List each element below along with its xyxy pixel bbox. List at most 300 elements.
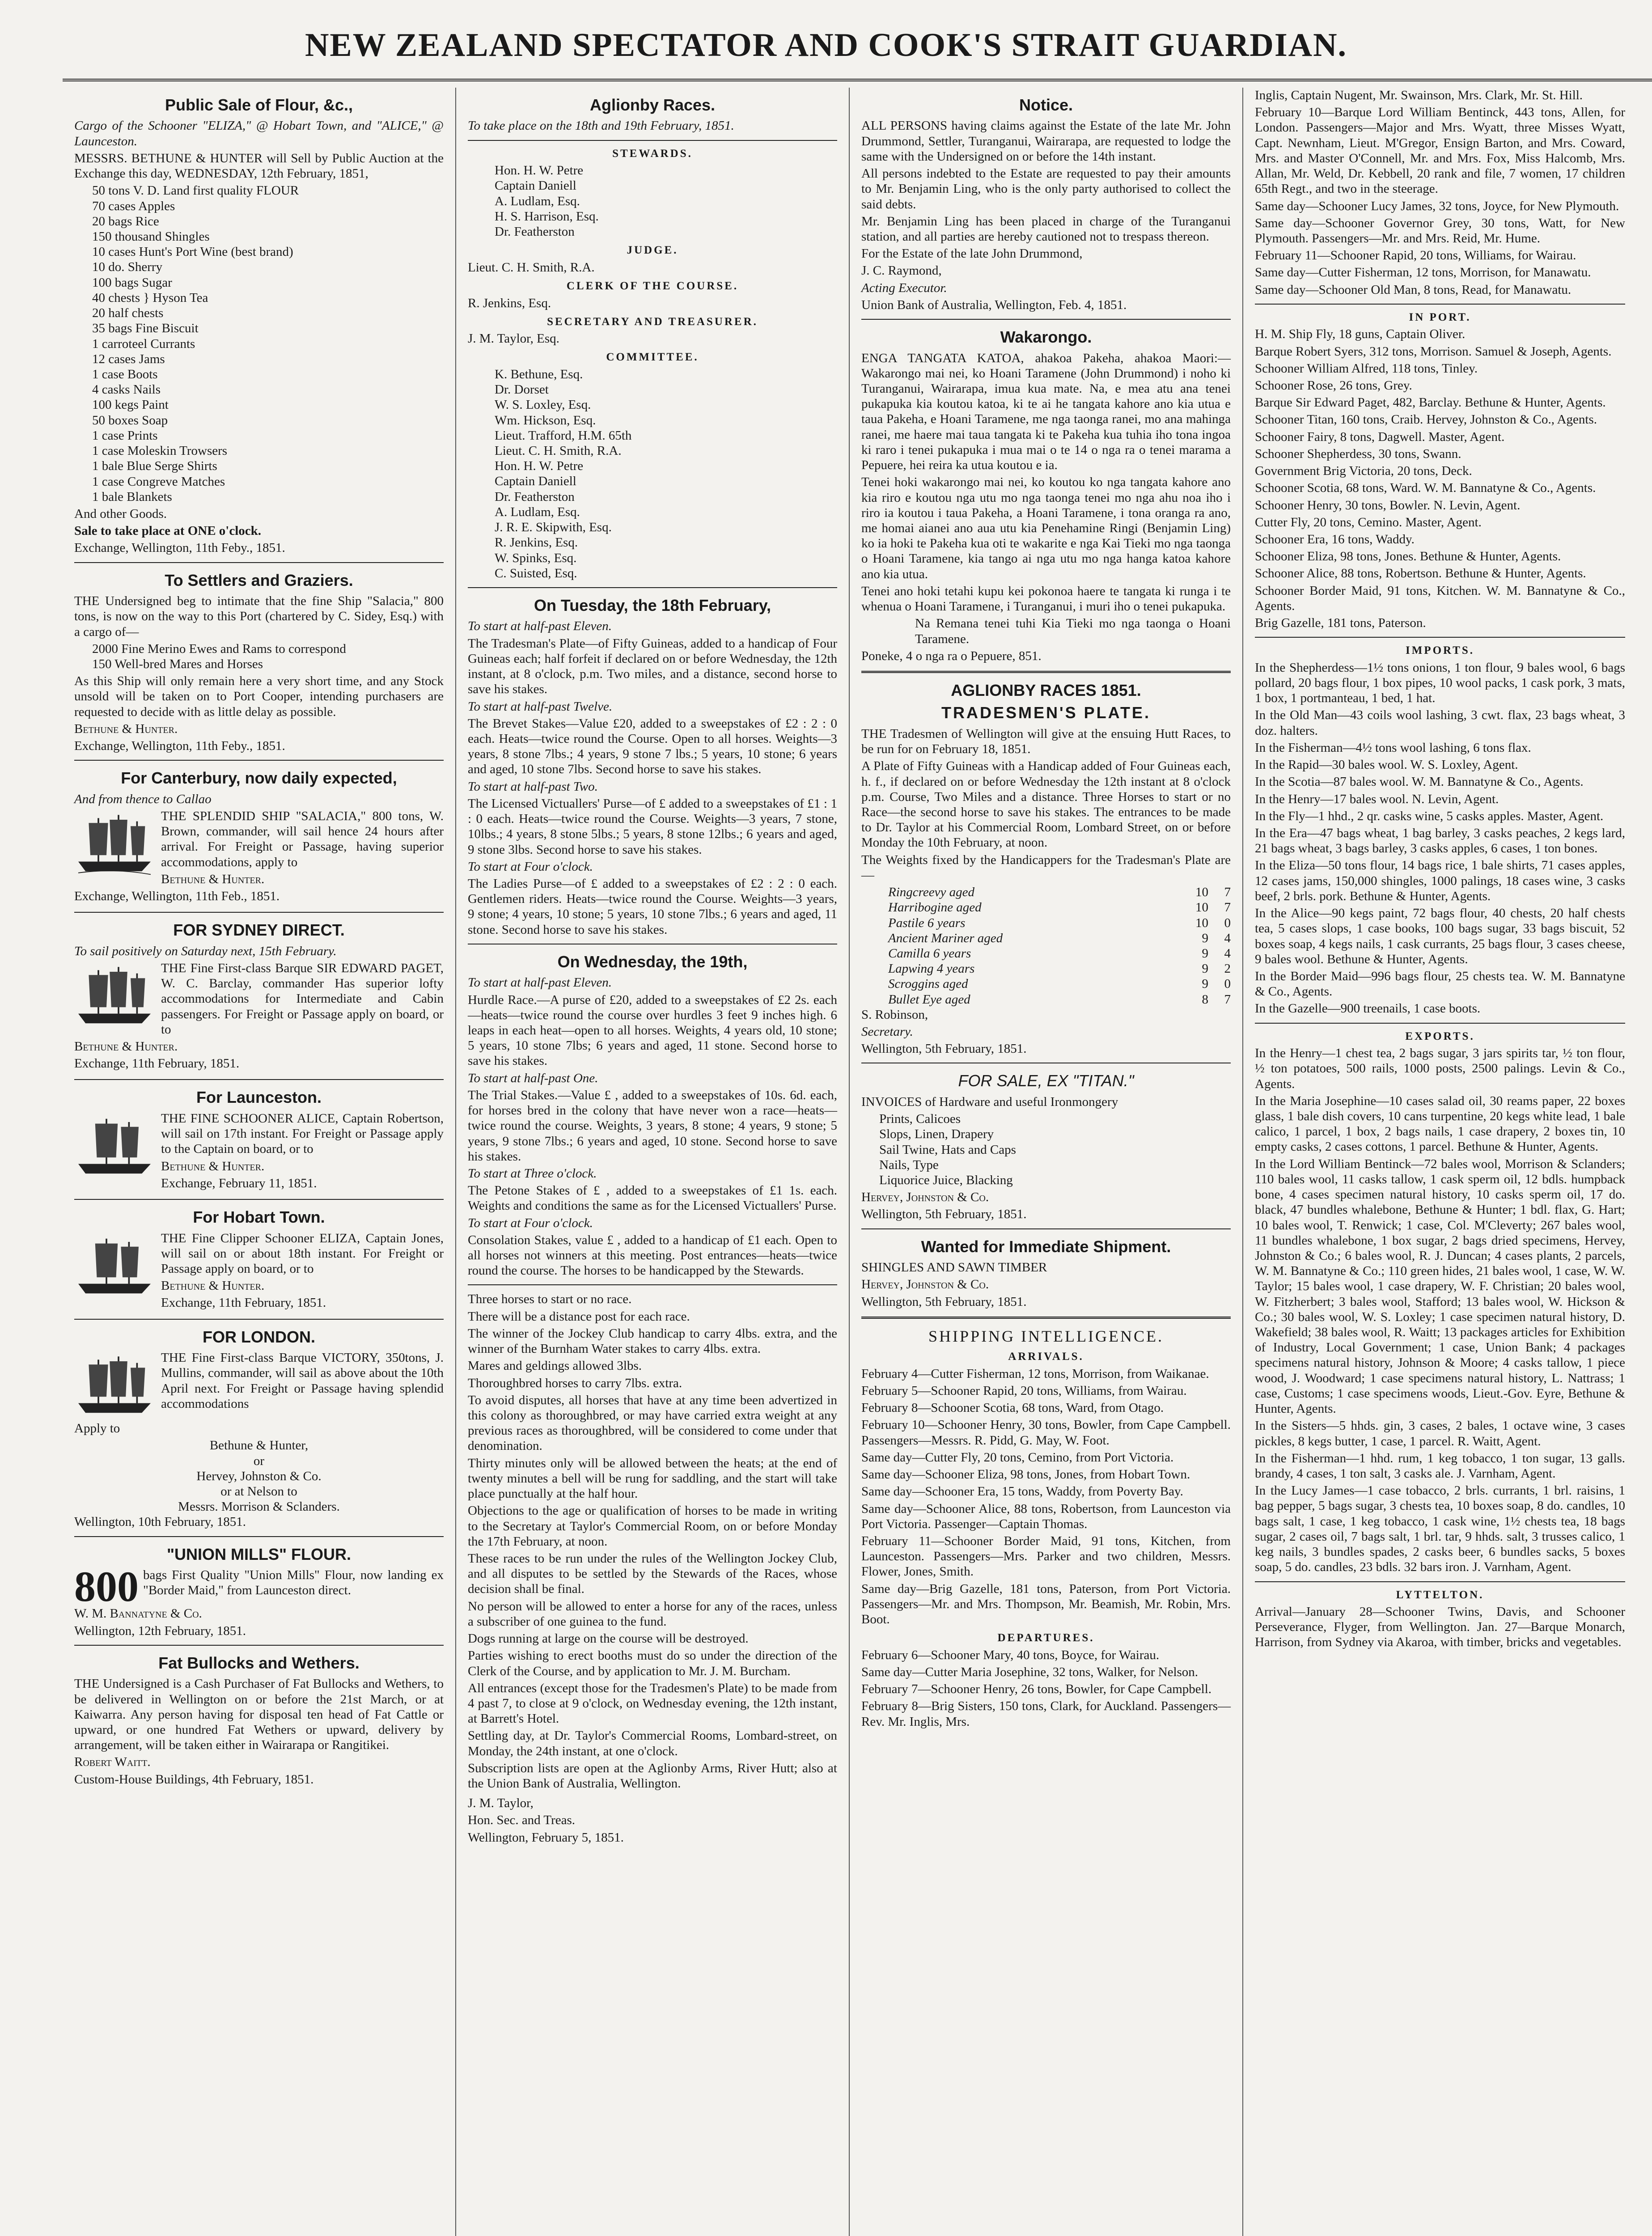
departure-entry: Same day—Cutter Maria Josephine, 32 tons, Walker, for Nelson. (861, 1665, 1199, 1679)
horse-weight-row (861, 961, 1231, 976)
start-time-7: To start at Four o'clock. (468, 1215, 593, 1230)
steward-name: Captain Daniell (495, 178, 576, 193)
race-tradesmans-plate: The Tradesman's Plate—of Fifty Guineas, added to a handicap of Four Guineas each; half forfeit if declared on or before Wednesday, the 12th instant, at 8 o'clock, p.m. Two miles, and a distance, second horse to save his stakes. (468, 636, 837, 697)
committee-member: C. Suisted, Esq. (495, 566, 577, 580)
wednesday-start: To start at half-past Eleven. (468, 975, 612, 990)
weight-pounds: 4 (1224, 946, 1231, 961)
horse-name: Ancient Mariner aged (888, 931, 1003, 945)
committee-member: Captain Daniell (495, 474, 576, 489)
race-rule: All entrances (except those for the Tradesmen's Plate) to be made from 4 past 7, to close at 9 o'clock, on Wednesday evening, the 12th instant, at Barrett's Hotel. (468, 1681, 837, 1726)
sydney-date: Exchange, 11th February, 1851. (74, 1056, 240, 1071)
settlers-title: To Settlers and Graziers. (165, 571, 353, 589)
committee-list (468, 367, 837, 581)
divider (74, 1079, 444, 1080)
maori-notice-title: Wakarongo. (1000, 328, 1092, 347)
arrival-entry: Same day—Brig Gazelle, 181 tons, Paterson, from Port Victoria. Passengers—Mr. and Mrs. Thompson, Mr. Beamish, Mr. Robin, Mrs. Boot. (861, 1581, 1231, 1627)
horse-weight (1186, 961, 1231, 976)
weight-stone: 10 (1195, 900, 1208, 915)
committee-member: Lieut. Trafford, H.M. 65th (495, 428, 632, 443)
arrival-entry: Same day—Cutter Fly, 20 tons, Cemino, from Port Victoria. (861, 1450, 1174, 1465)
committee-member: K. Bethune, Esq. (495, 367, 583, 381)
in-port-entry: Barque Robert Syers, 312 tons, Morrison. Samuel & Joseph, Agents. (1255, 344, 1612, 359)
horse-weight (1186, 946, 1231, 961)
list-item: 40 chests } Hyson Tea (92, 290, 208, 305)
committee-member: W. S. Loxley, Esq. (495, 398, 591, 412)
committee-member: A. Ludlam, Esq. (495, 504, 580, 519)
race-rule: Mares and geldings allowed 3lbs. (468, 1359, 642, 1373)
horse-weight (1186, 976, 1231, 991)
column-1 (63, 88, 456, 2236)
union-mills-body: bags First Quality "Union Mills" Flour, now landing ex "Border Maid," from Launceston direct. (143, 1568, 444, 1598)
races-subtitle: To take place on the 18th and 19th February, 1851. (468, 119, 734, 133)
list-item: 150 thousand Shingles (92, 229, 210, 244)
notice-para-2: All persons indebted to the Estate are requested to pay their amounts to Mr. Benjamin Ling, who is the only party authorised to collect the said debts. (861, 166, 1231, 212)
horse-name: Lapwing 4 years (888, 961, 975, 976)
departure-entry: Same day—Schooner Governor Grey, 30 tons, Watt, for New Plymouth. Passengers—Mr. and Mrs. Reid, Mr. Hume. (1255, 216, 1625, 246)
departure-entry: Inglis, Captain Nugent, Mr. Swainson, Mrs. Clark, Mr. St. Hill. (1255, 88, 1583, 102)
departures-heading: DEPARTURES. (997, 1632, 1095, 1644)
list-item: 1 case Boots (92, 367, 158, 381)
sailing-ship-icon (74, 810, 155, 877)
race-victuallers-purse: The Licensed Victuallers' Purse—of £ added to a sweepstakes of £1 : 1 : 0 each. Heats—twice round the Course. Weights—3 years, 7 stone, 10lbs.; 4 years, 8 stone 5lbs.; 5 years, 8 stone 12lbs.; 6 years and aged, 9 stone 3lbs. Second horse to save his stakes. (468, 796, 837, 857)
weight-pounds: 7 (1224, 900, 1231, 915)
in-port-entry: Government Brig Victoria, 20 tons, Deck. (1255, 464, 1472, 479)
horse-weights-table (861, 885, 1231, 1007)
export-entry: In the Lucy James—1 case tobacco, 2 brls. currants, 1 brl. raisins, 1 bag pepper, 5 bags sugar, 3 chests tea, 10 boxes soap, 8 do. candles, 10 bags salt, 1 case, 1 keg tobacco, 1 cask wine, 1½ chests tea, 18 bags sugar, 2 cases oil, 7 bags salt, 1 brl. tar, 9 hhds. salt, 3 trusses calico, 1 keg nails, 3 bundles spades, 2 casks beer, 6 bundles sacks, 5 boxes soap, 5 do. candles, 23 bdls. 32 bars iron. J. Varnham, Agent. (1255, 1483, 1625, 1575)
flour-sale-subtitle: Cargo of the Schooner "ELIZA," @ Hobart Town, and "ALICE," @ Launceston. (74, 119, 444, 148)
race-rule: Dogs running at large on the course will be destroyed. (468, 1631, 749, 1646)
horse-name: Scroggins aged (888, 977, 968, 991)
in-port-heading: IN PORT. (1409, 311, 1471, 323)
weight-pounds: 4 (1224, 931, 1231, 945)
agent-line: Messrs. Morrison & Sclanders. (178, 1499, 340, 1514)
notice-para-4: For the Estate of the late John Drummond, (861, 246, 1083, 261)
race-ladies-purse: The Ladies Purse—of £ added to a sweepstakes of £2 : 2 : 0 each. Gentlemen riders. Heats—twice round the Course. Weights—3 years, 9 stone; 4 years, 10 stone; 5 years, 10 stone 7lbs.; 6 years and aged, 11 stone. Second horse to save his stakes. (468, 876, 837, 937)
london-agents (74, 1438, 444, 1514)
divider (468, 1284, 837, 1285)
notice-signature-title: Acting Executor. (861, 280, 947, 295)
divider (74, 1645, 444, 1646)
horse-weight-row (861, 931, 1231, 946)
horse-weight-row (861, 900, 1231, 915)
flour-sale-date: Exchange, Wellington, 11th Feby., 1851. (74, 541, 285, 555)
steward-name: Hon. H. W. Petre (495, 163, 584, 178)
list-item: Nails, Type (879, 1157, 939, 1172)
divider (1255, 304, 1625, 305)
plate-para-1: THE Tradesmen of Wellington will give at the ensuing Hutt Races, to be run for on February 18, 1851. (861, 726, 1231, 757)
export-entry: In the Lord William Bentinck—72 bales wool, Morrison & Sclanders; 110 bales wool, 11 casks tallow, 1 cask sperm oil, 12 bdls. humpback bone, 4 cases specimen natural history, 10 casks sperm oil, 17 do. black, 47 bundles whalebone, Bethune & Hunter; 1 bdl. flax, G. Hart; 10 bales wool, T. Renwick; 1 case, Col. M'Cleverty; 267 bales wool, 11 bundles whalebone, 1 box sugar, 2 bags dried specimens, Hervey, Johnston & Co.; 6 bales wool, R. J. Duncan; 4 cases plants, 2 parcels, W. M. Bannatyne & Co.; 110 green hides, 21 bales wool, 1 case, W. W. Taylor; 15 bales wool, 1 case drapery, W. F. Christian; 20 bales wool, W. Fitzherbert; 3 bales wool, Stafford; 13 bales wool, W. Hickson & Co.; 30 bales wool, W. S. Loxley; 1 case specimen natural history, D. Wakefield; 38 bales wool, R. Waitt; 13 packages articles for Exhibition of Industry, Local Government; 1 case, Union Bank; 4 packages specimens natural history, Johnson & Moore; 4 casks tallow, 1 piece wood, J. Woodward; 1 case specimens natural history, L. Nattrass; 1 case, Customs; 1 case specimens woods, Lieut.-Gov. Eyre, Bethune & Hunter, Agents. (1255, 1156, 1625, 1416)
titan-date: Wellington, 5th February, 1851. (861, 1207, 1027, 1222)
masthead: NEW ZEALAND SPECTATOR AND COOK'S STRAIT GUARDIAN. (305, 27, 1347, 64)
hobart-signature: Bethune & Hunter. (161, 1279, 265, 1293)
clerk-name: R. Jenkins, Esq. (468, 296, 551, 310)
departure-entry: February 11—Schooner Rapid, 20 tons, Williams, for Wairau. (1255, 248, 1576, 263)
steward-name: H. S. Harrison, Esq. (495, 209, 599, 224)
canterbury-subtitle: And from thence to Callao (74, 792, 212, 806)
race-rule: Thirty minutes only will be allowed between the heats; at the end of twenty minutes a bell will be rung for saddling, and the start will take place punctually at the half hour. (468, 1456, 837, 1501)
divider (74, 760, 444, 761)
divider (861, 671, 1231, 673)
list-item: 1 carroteel Currants (92, 336, 195, 351)
hobart-body: THE Fine Clipper Schooner ELIZA, Captain Jones, will sail on or about 18th instant. For Freight or Passage apply on board, or to (161, 1231, 444, 1276)
race-rule: Objections to the age or qualification of horses to be made in writing to the Secretary at Taylor's Commercial Room, on or before Monday the 17th February, at noon. (468, 1503, 837, 1549)
union-mills-signature: W. M. Bannatyne & Co. (74, 1606, 202, 1621)
list-item: 10 cases Hunt's Port Wine (best brand) (92, 245, 293, 259)
weight-stone: 9 (1202, 961, 1208, 976)
shipping-title: SHIPPING INTELLIGENCE. (928, 1327, 1164, 1345)
settlers-body: THE Undersigned beg to intimate that the fine Ship "Salacia," 800 tons, is now on the way to this Port (chartered by C. Sidey, Esq.) with a cargo of— (74, 594, 444, 639)
flour-other-goods: And other Goods. (74, 506, 167, 521)
import-entry: In the Eliza—50 tons flour, 14 bags rice, 1 bale shirts, 71 cases apples, 12 cases jams, 150,000 shingles, 1000 palings, 18 cases wine, 3 casks beef, 2 brls. pork. Bethune & Hunter, Agents. (1255, 858, 1625, 903)
departure-entry: Same day—Schooner Old Man, 8 tons, Read, for Manawatu. (1255, 282, 1572, 297)
committee-member: Dr. Featherston (495, 489, 575, 504)
weight-stone: 10 (1195, 885, 1208, 900)
arrivals-heading: ARRIVALS. (1008, 1351, 1084, 1363)
weight-pounds: 0 (1224, 915, 1231, 930)
imports-heading: IMPORTS. (1405, 644, 1475, 657)
plate-para-2: A Plate of Fifty Guineas with a Handicap added of Four Guineas each, h. f., if declared on or before Wednesday the 12th instant at 8 o'clock p.m. Course, Two Miles and a distance. Three Horses to start or no Race—the second horse to save his stakes. The entrances to be made to Dr. Taylor at his Commercial Room, Lombard Street, on or before Monday the 10th February, at noon. (861, 759, 1231, 850)
arrival-entry: February 5—Schooner Rapid, 20 tons, Williams, from Wairau. (861, 1384, 1187, 1398)
list-item: 1 bale Blankets (92, 489, 172, 504)
horse-weight (1186, 885, 1231, 900)
exports-list (1255, 1046, 1625, 1575)
committee-heading: COMMITTEE. (606, 351, 699, 364)
in-port-entry: Schooner Era, 16 tons, Waddy. (1255, 532, 1415, 546)
settlers-date: Exchange, Wellington, 11th Feby., 1851. (74, 739, 285, 754)
in-port-list (1255, 326, 1625, 631)
plate-signature: S. Robinson, (861, 1007, 928, 1022)
hobart-title: For Hobart Town. (193, 1208, 325, 1227)
in-port-entry: Schooner Titan, 160 tons, Craib. Hervey, Johnston & Co., Agents. (1255, 412, 1597, 427)
wanted-signature: Hervey, Johnston & Co. (861, 1277, 989, 1292)
arrival-entry: February 8—Schooner Scotia, 68 tons, Ward, from Otago. (861, 1401, 1164, 1415)
race-rules (468, 1292, 837, 1791)
departures-list (861, 1647, 1231, 1729)
export-entry: In the Sisters—5 hhds. gin, 3 cases, 2 bales, 1 octave wine, 3 cases pickles, 8 kegs butter, 1 case, 1 parcel. R. Waitt, Agent. (1255, 1419, 1625, 1448)
tuesday-start: To start at half-past Eleven. (468, 619, 612, 634)
start-time-4: To start at Four o'clock. (468, 859, 593, 874)
fat-bullocks-title: Fat Bullocks and Wethers. (158, 1653, 360, 1672)
start-time-2: To start at half-past Twelve. (468, 699, 613, 714)
secretary-name: J. M. Taylor, Esq. (468, 331, 559, 346)
import-entry: In the Alice—90 kegs paint, 72 bags flour, 40 chests, 20 half chests tea, 5 cases slops, 1 case books, 100 bags sugar, 33 bags biscuit, 52 boxes soap, 4 kegs nails, 1 cask currants, 25 bags flour, 3 cases cheese, 9 bales wool. Bethune & Hunter, Agents. (1255, 906, 1625, 966)
divider (74, 912, 444, 913)
committee-member: J. R. E. Skipwith, Esq. (495, 520, 612, 535)
plate-para-3: The Weights fixed by the Handicappers for the Tradesman's Plate are— (861, 852, 1231, 882)
canterbury-signature: Bethune & Hunter. (161, 872, 265, 886)
column-3 (850, 88, 1243, 2236)
departure-entry: February 8—Brig Sisters, 150 tons, Clark, for Auckland. Passengers—Rev. Mr. Inglis, Mrs. (861, 1699, 1231, 1729)
import-entry: In the Old Man—43 coils wool lashing, 3 cwt. flax, 23 bags wheat, 3 doz. halters. (1255, 708, 1625, 738)
race-rule: No person will be allowed to enter a horse for any of the races, unless a subscriber of one guinea to the fund. (468, 1599, 837, 1629)
settlers-signature: Bethune & Hunter. (74, 721, 178, 736)
horse-weight-row (861, 915, 1231, 931)
fat-bullocks-date: Custom-House Buildings, 4th February, 1851. (74, 1772, 314, 1787)
import-entry: In the Fisherman—4½ tons wool lashing, 6 tons flax. (1255, 740, 1531, 755)
divider (1255, 637, 1625, 638)
fat-bullocks-body: THE Undersigned is a Cash Purchaser of Fat Bullocks and Wethers, to be delivered in Wellington on or before the 21st March, or at Kaiwarra. Any person having for disposal ten head of Fat Cattle or upward, or one hundred Fat Wethers or upward, delivery by arrangement, will be taken either in Wairarapa or Rangitikei. (74, 1677, 444, 1753)
launceston-signature: Bethune & Hunter. (161, 1159, 265, 1173)
arrivals-list (861, 1366, 1231, 1627)
london-title: FOR LONDON. (203, 1327, 315, 1346)
export-entry: In the Fisherman—1 hhd. rum, 1 keg tobacco, 1 ton sugar, 13 galls. brandy, 4 cases, 1 ton salt, 3 casks ale. J. Varnham, Agent. (1255, 1451, 1625, 1481)
maori-para-1: ENGA TANGATA KATOA, ahakoa Pakeha, ahakoa Maori:—Wakarongo mai nei, ko Hoani Taramene (John Drummond) i noho ki Turanganui, Wairarapa, imua kua mate. Na, e mea atu ana tenei pukapuka kia koutou katoa, ki te ai he tangata kahore ano kia utua e taua Pakeha, e Hoani Taramene, me nga taonga ranei, mo ana mahinga ranei, me haere mai taua tangata ki te Pakeha kua tuhia iho tona ingoa ki raro i tenei pukapuka i mua mai o te 14 o nga ra o tenei marama a Pepuere, hei reira ka utua koutou e ia. (861, 351, 1231, 473)
race-brevet-stakes: The Brevet Stakes—Value £20, added to a sweepstakes of £2 : 2 : 0 each. Heats—twice round the Course. Open to all horses. Weights—3 years, 8 stone 7lbs.; 4 years, 9 stone 7 lbs.; 5 years, 10 stone; 6 years and aged, 10 stone 7lbs. Second horse to save his stakes. (468, 716, 837, 777)
divider (861, 319, 1231, 320)
in-port-entry: Schooner Alice, 88 tons, Robertson. Bethune & Hunter, Agents. (1255, 566, 1586, 581)
wednesday-heading: On Wednesday, the 19th, (557, 952, 748, 971)
stewards-list (468, 163, 837, 239)
sailing-ship-icon (74, 1232, 155, 1300)
fat-bullocks-signature: Robert Waitt. (74, 1755, 151, 1770)
arrival-entry: Same day—Schooner Era, 15 tons, Waddy, from Poverty Bay. (861, 1484, 1183, 1499)
committee-member: R. Jenkins, Esq. (495, 535, 578, 550)
arrival-entry: Same day—Schooner Eliza, 98 tons, Jones, from Hobart Town. (861, 1467, 1190, 1482)
notice-para-1: ALL PERSONS having claims against the Estate of the late Mr. John Drummond, Settler, Turanganui, Wairarapa, are requested to lodge the same with the Undersigned on or before the 14th instant. (861, 119, 1231, 164)
committee-member: Dr. Dorset (495, 382, 549, 397)
sydney-signature: Bethune & Hunter. (74, 1039, 178, 1054)
arrival-entry: February 10—Schooner Henry, 30 tons, Bowler, from Cape Campbell. Passengers—Messrs. R. Pidd, G. May, W. Foot. (861, 1418, 1231, 1448)
weight-pounds: 2 (1224, 961, 1231, 976)
notice-date: Union Bank of Australia, Wellington, Feb. 4, 1851. (861, 297, 1127, 312)
list-item: 35 bags Fine Biscuit (92, 321, 199, 336)
secretary-signature: J. M. Taylor, (468, 1796, 534, 1811)
weight-pounds: 0 (1224, 977, 1231, 991)
launceston-date: Exchange, February 11, 1851. (161, 1176, 317, 1190)
divider (1255, 1023, 1625, 1024)
in-port-entry: Schooner William Alfred, 118 tons, Tinley. (1255, 361, 1478, 376)
stewards-heading: STEWARDS. (612, 147, 693, 160)
plate-signature-title: Secretary. (861, 1025, 913, 1039)
maori-para-2: Tenei hoki wakarongo mai nei, ko koutou ko nga tangata kahore ano kia riro e koutou nga utu mo nga taonga tenei mo nga ahu noa iho i riro ia koutou i taua Pakeha, a Hoani Taramene, i tona oranga ra ano, me homai aianei ano aua utu kia Penehamine Ringi (Benjamin Ling) ko ia hoki te Pakeha kua oti te wakarite e nga Kai Tieki mo nga taonga o Hoani Taramene, kia tango ai nga utu mo nga hanga katoa kahore ano kia utua. (861, 475, 1231, 581)
secretary-title: Hon. Sec. and Treas. (468, 1813, 576, 1828)
weight-stone: 10 (1195, 915, 1208, 930)
titan-signature: Hervey, Johnston & Co. (861, 1190, 989, 1205)
race-rule: There will be a distance post for each race. (468, 1309, 690, 1324)
horse-weight (1186, 931, 1231, 946)
maori-para-3: Tenei ano hoki tetahi kupu kei pokonoa haere te tangata ki runga i te whenua o Hoani Taramene, i Turanganui, i muri iho o tenei pukapuka. (861, 584, 1231, 614)
list-item: 20 half chests (92, 306, 164, 321)
departure-entry: February 10—Barque Lord William Bentinck, 443 tons, Allen, for London. Passengers—Major and Mrs. Wyatt, three Misses Wyatt, Capt. Newnham, Lieut. M'Gregor, Ensign Barton, and Mrs. Coward, Mrs. and Master O'Connell, Mr. and Mrs. Fox, Miss Halcomb, Mrs. Allan, Mr. Weld, Dr. Kebbell, 20 rank and file, 7 women, 17 children 65th Regt., and two in the steerage. (1255, 105, 1625, 196)
sailing-ship-icon (74, 1113, 155, 1180)
canterbury-body: THE SPLENDID SHIP "SALACIA," 800 tons, W. Brown, commander, will sail hence 24 hours after arrival. For Freight or Passage, having superior accommodations, apply to (161, 809, 444, 869)
horse-name: Camilla 6 years (888, 946, 971, 961)
union-mills-number: 800 (74, 1563, 139, 1611)
plate-title: AGLIONBY RACES 1851. (951, 681, 1141, 699)
departure-entry: Same day—Cutter Fisherman, 12 tons, Morrison, for Manawatu. (1255, 265, 1591, 280)
in-port-entry: Schooner Border Maid, 91 tons, Kitchen. W. M. Bannatyne & Co., Agents. (1255, 583, 1625, 613)
in-port-entry: Schooner Scotia, 68 tons, Ward. W. M. Bannatyne & Co., Agents. (1255, 481, 1596, 495)
divider (74, 562, 444, 563)
import-entry: In the Gazelle—900 treenails, 1 case boots. (1255, 1001, 1481, 1016)
divider (861, 1228, 1231, 1229)
wanted-body: SHINGLES AND SAWN TIMBER (861, 1260, 1047, 1275)
list-item: 50 tons V. D. Land first quality FLOUR (92, 183, 299, 198)
titan-body: INVOICES of Hardware and useful Ironmongery (861, 1094, 1118, 1109)
import-entry: In the Border Maid—996 bags flour, 25 chests tea. W. M. Bannatyne & Co., Agents. (1255, 969, 1625, 999)
columns (63, 88, 1637, 2236)
race-rule: Three horses to start or no race. (468, 1292, 632, 1307)
race-rule: Thoroughbred horses to carry 7lbs. extra. (468, 1376, 682, 1390)
horse-weight (1186, 992, 1231, 1007)
titan-title: FOR SALE, EX "TITAN." (958, 1071, 1134, 1090)
committee-member: W. Spinks, Esq. (495, 551, 577, 565)
race-hurdle: Hurdle Race.—A purse of £20, added to a sweepstakes of £2 2s. each—heats—twice round the course over hurdles 3 feet 9 inches high. 6 leaps in each heat—open to all horses. Weights, 4 years old, 10 stone; 5 years, 10 stone 7lbs; 6 years and aged, 11 stone. Second horse to save his stakes. (468, 992, 837, 1068)
horse-weight-row (861, 946, 1231, 961)
flour-sale-time: Sale to take place at ONE o'clock. (74, 524, 262, 538)
horse-name: Bullet Eye aged (888, 992, 970, 1007)
divider (468, 140, 837, 141)
start-time-6: To start at Three o'clock. (468, 1166, 597, 1181)
list-item: 2000 Fine Merino Ewes and Rams to correspond (92, 641, 346, 656)
races-title: Aglionby Races. (589, 96, 716, 114)
import-entry: In the Shepherdess—1½ tons onions, 1 ton flour, 9 bales wool, 6 bags pollard, 20 bags flour, 1 box pipes, 10 wool packs, 1 cask pork, 3 mats, 1 box, 1 portmanteau, 1 bed, 1 hat. (1255, 660, 1625, 706)
london-body: THE Fine First-class Barque VICTORY, 350tons, J. Mullins, commander, will sail as above about the 10th April next. For Freight or Passage having splendid accommodations (161, 1351, 444, 1411)
steward-name: A. Ludlam, Esq. (495, 194, 580, 208)
list-item: 1 bale Blue Serge Shirts (92, 459, 217, 474)
committee-member: Lieut. C. H. Smith, R.A. (495, 444, 622, 458)
weight-pounds: 7 (1224, 885, 1231, 900)
weight-stone: 9 (1202, 946, 1208, 961)
arrival-entry: Same day—Schooner Alice, 88 tons, Robertson, from Launceston via Port Victoria. Passenger—Captain Thomas. (861, 1501, 1231, 1531)
flour-items-list (74, 183, 444, 504)
list-item: 100 bags Sugar (92, 275, 172, 290)
start-time-5: To start at half-past One. (468, 1071, 598, 1085)
sydney-body: THE Fine First-class Barque SIR EDWARD PAGET, W. C. Barclay, commander Has superior lofty accommodations for Intermediate and Cabin passengers. For Freight or Passage apply on board, or to (161, 961, 444, 1037)
in-port-entry: Brig Gazelle, 181 tons, Paterson. (1255, 616, 1426, 631)
races-date: Wellington, February 5, 1851. (468, 1830, 624, 1845)
divider (861, 1317, 1231, 1319)
lyttelton-heading: LYTTELTON. (1396, 1588, 1484, 1601)
in-port-entry: Schooner Eliza, 98 tons, Jones. Bethune & Hunter, Agents. (1255, 549, 1561, 564)
list-item: 20 bags Rice (92, 214, 159, 229)
horse-weight-row (861, 976, 1231, 991)
launceston-body: THE FINE SCHOONER ALICE, Captain Robertson, will sail on 17th instant. For Freight or Passage apply to the Captain on board, or to (161, 1111, 444, 1156)
union-mills-title: "UNION MILLS" FLOUR. (166, 1545, 352, 1563)
departure-entry: February 6—Schooner Mary, 40 tons, Boyce, for Wairau. (861, 1647, 1160, 1662)
list-item: 4 casks Nails (92, 382, 161, 397)
flour-sale-intro: MESSRS. BETHUNE & HUNTER will Sell by Public Auction at the Exchange this day, WEDNESDAY, 12th February, 1851, (74, 151, 444, 181)
masthead-rule (63, 79, 1652, 81)
london-apply: Apply to (74, 1421, 120, 1436)
start-time-3: To start at half-past Two. (468, 779, 598, 794)
agent-line: Hervey, Johnston & Co. (196, 1469, 322, 1483)
list-item: 100 kegs Paint (92, 398, 169, 412)
race-rule: These races to be run under the rules of the Wellington Jockey Club, and all disputes to be settled by the Stewards of the Races, whose decision shall be final. (468, 1551, 837, 1597)
divider (74, 1319, 444, 1320)
in-port-entry: Schooner Henry, 30 tons, Bowler. N. Levin, Agent. (1255, 498, 1521, 512)
divider (74, 1199, 444, 1200)
in-port-entry: Schooner Shepherdess, 30 tons, Swann. (1255, 446, 1461, 461)
weight-stone: 9 (1202, 977, 1208, 991)
arrival-entry: February 11—Schooner Border Maid, 91 tons, Kitchen, from Launceston. Passengers—Mrs. Parker and two children, Messrs. Flower, Jones, Smith. (861, 1533, 1231, 1579)
horse-name: Harribogine aged (888, 900, 982, 915)
race-rule: To avoid disputes, all horses that have at any time been advertized in this colony as thoroughbred, or may have carried extra weight at any previous races as thoroughbred, will be considered to come under that denomination. (468, 1393, 837, 1453)
list-item: 50 boxes Soap (92, 413, 168, 428)
departure-entry: February 7—Schooner Henry, 26 tons, Bowler, for Cape Campbell. (861, 1682, 1212, 1697)
agent-line: or (253, 1453, 265, 1468)
london-date: Wellington, 10th February, 1851. (74, 1515, 246, 1529)
plate-date: Wellington, 5th February, 1851. (861, 1042, 1027, 1056)
canterbury-date: Exchange, Wellington, 11th Feb., 1851. (74, 889, 280, 904)
arrival-entry: February 4—Cutter Fisherman, 12 tons, Morrison, from Waikanae. (861, 1366, 1209, 1381)
committee-member: Hon. H. W. Petre (495, 459, 584, 474)
divider (1255, 1581, 1625, 1582)
imports-list (1255, 660, 1625, 1016)
wanted-title: Wanted for Immediate Shipment. (921, 1237, 1171, 1256)
agent-line: or at Nelson to (220, 1484, 297, 1499)
list-item: 70 cases Apples (92, 199, 175, 213)
list-item: Slops, Linen, Drapery (879, 1127, 994, 1142)
race-consolation: Consolation Stakes, value £ , added to a handicap of £1 each. Open to all horses not winners at this meeting. Post entrances—heats—twice round the course. The horses to be handicapped by the Stewards. (468, 1232, 837, 1278)
race-rule: Parties wishing to erect booths must do so under the direction of the Clerk of the Course, and by application to Mr. J. M. Burcham. (468, 1648, 837, 1678)
agent-line: Bethune & Hunter, (209, 1438, 309, 1453)
race-rule: Settling day, at Dr. Taylor's Commercial Rooms, Lombard-street, on Monday, the 24th instant, at one o'clock. (468, 1728, 837, 1758)
horse-weight-row (861, 992, 1231, 1007)
horse-weight (1186, 900, 1231, 915)
departure-entry: Same day—Schooner Lucy James, 32 tons, Joyce, for New Plymouth. (1255, 199, 1619, 213)
in-port-entry: Cutter Fly, 20 tons, Cemino. Master, Agent. (1255, 515, 1482, 529)
export-entry: In the Maria Josephine—10 cases salad oil, 30 reams paper, 22 boxes glass, 1 bale dish covers, 10 cans turpentine, 20 kegs white lead, 1 bale calico, 1 parcel, 1 box, 2 bags nails, 1 case drapery, 2 boxes tin, 10 empty casks, 2 cases cottons, 1 parcel. Bethune & Hunter, Agents. (1255, 1093, 1625, 1154)
sydney-title: FOR SYDNEY DIRECT. (173, 921, 345, 940)
titan-items-list (861, 1111, 1231, 1188)
sydney-subtitle: To sail positively on Saturday next, 15th February. (74, 944, 337, 958)
horse-weight (1186, 915, 1231, 931)
race-rule: The winner of the Jockey Club handicap to carry 4lbs. extra, and the winner of the Burnham Water stakes to carry 4lbs. extra. (468, 1326, 837, 1356)
import-entry: In the Henry—17 bales wool. N. Levin, Agent. (1255, 792, 1499, 806)
list-item: 1 case Moleskin Trowsers (92, 444, 228, 458)
list-item: 10 do. Sherry (92, 260, 163, 275)
divider (468, 587, 837, 588)
import-entry: In the Fly—1 hhd., 2 qr. casks wine, 5 casks apples. Master, Agent. (1255, 809, 1604, 823)
wanted-date: Wellington, 5th February, 1851. (861, 1294, 1027, 1309)
notice-signature: J. C. Raymond, (861, 263, 942, 278)
secretary-heading: SECRETARY AND TREASURER. (547, 315, 758, 328)
export-entry: In the Henry—1 chest tea, 2 bags sugar, 3 jars spirits tar, ½ ton flour, ½ ton potatoes, 500 rails, 1000 posts, 2500 palings. Levin & Co., Agents. (1255, 1046, 1625, 1091)
notice-para-3: Mr. Benjamin Ling has been placed in charge of the Turanganui station, and all parties are hereby cautioned not to trespass thereon. (861, 214, 1231, 244)
settlers-items-list (74, 641, 444, 672)
plate-subtitle: TRADESMEN'S PLATE. (941, 703, 1151, 722)
in-port-entry: Barque Sir Edward Paget, 482, Barclay. Bethune & Hunter, Agents. (1255, 395, 1606, 410)
import-entry: In the Rapid—30 bales wool. W. S. Loxley, Agent. (1255, 758, 1518, 772)
horse-name: Ringcreevy aged (888, 885, 974, 900)
horse-name: Pastile 6 years (888, 915, 966, 930)
launceston-title: For Launceston. (196, 1088, 322, 1107)
hobart-date: Exchange, 11th February, 1851. (161, 1296, 326, 1310)
maori-date: Poneke, 4 o nga ra o Pepuere, 851. (861, 648, 1042, 663)
weight-pounds: 7 (1224, 992, 1231, 1007)
weight-stone: 8 (1202, 992, 1208, 1007)
import-entry: In the Era—47 bags wheat, 1 bag barley, 3 casks peaches, 2 kegs lard, 21 bags wheat, 3 bags barley, 3 casks apples, 6 cases, 1 ton bones. (1255, 826, 1625, 856)
canterbury-title: For Canterbury, now daily expected, (121, 769, 397, 788)
departures-continued (1255, 88, 1625, 297)
committee-member: Wm. Hickson, Esq. (495, 413, 596, 428)
judge-name: Lieut. C. H. Smith, R.A. (468, 260, 595, 275)
sailing-ship-icon (74, 962, 155, 1029)
clerk-heading: CLERK OF THE COURSE. (566, 280, 739, 292)
column-2 (456, 88, 850, 2236)
divider (74, 1536, 444, 1537)
lyttelton-arrivals: Arrival—January 28—Schooner Twins, Davis, and Schooner Perseverance, Flyger, from Wellington. Jan. 27—Barque Monarch, Harrison, from Sydney via Akaroa, with timber, bricks and vegetables. (1255, 1605, 1625, 1650)
list-item: 1 case Congreve Matches (92, 474, 225, 489)
list-item: Sail Twine, Hats and Caps (879, 1142, 1016, 1157)
maori-signature: Na Remana tenei tuhi Kia Tieki mo nga taonga o Hoani Taramene. (915, 616, 1231, 646)
import-entry: In the Scotia—87 bales wool. W. M. Bannatyne & Co., Agents. (1255, 775, 1584, 789)
sailing-ship-icon (74, 1352, 155, 1419)
union-mills-date: Wellington, 12th February, 1851. (74, 1623, 246, 1638)
settlers-body-2: As this Ship will only remain here a very short time, and any Stock unsold will be taken on to Port Cooper, intending purchasers are requested to decide with as little delay as possible. (74, 674, 444, 719)
list-item: Prints, Calicoes (879, 1112, 961, 1126)
